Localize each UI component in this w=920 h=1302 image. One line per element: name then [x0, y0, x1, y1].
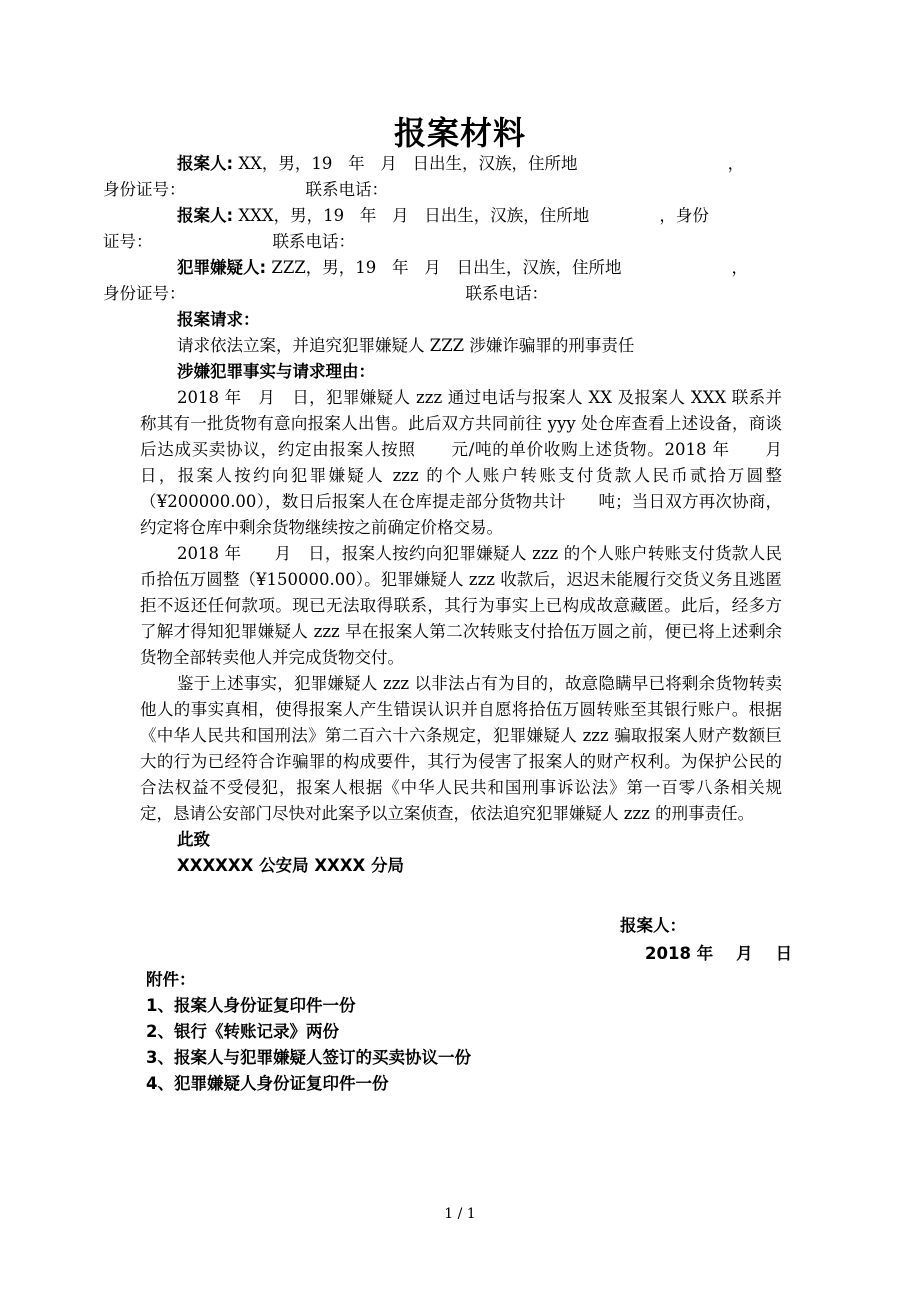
suspect-line1-end: ，: [731, 258, 748, 277]
facts-paragraph-1: 2018 年 月 日，犯罪嫌疑人 zzz 通过电话与报案人 XX 及报案人 XXX 联系并称其有一批货物有意向报案人出售。此后双方共同前往 yyy 处仓库查看上述设备，商谈后达成买卖协议，约定由报案人按照 元/吨的单价收购上述货物。2018 年 月 日，报案人按约向犯罪嫌疑人 zzz 的个人账户转账支付货款人民币贰拾万圆整（¥200000.00），数日后报案人在仓库提走部分货物共计 吨；当日双方再次协商，约定将仓库中剩余货物继续按之前确定价格交易。: [140, 388, 814, 537]
attachment-item: 1、报案人身份证复印件一份: [146, 996, 356, 1015]
attachment-item: 4、犯罪嫌疑人身份证复印件一份: [146, 1074, 389, 1093]
reporter2-label: 报案人:: [177, 206, 234, 225]
reporter1-id-label: 身份证号：: [103, 180, 186, 199]
facts-paragraph-2: 2018 年 月 日，报案人按约向犯罪嫌疑人 zzz 的个人账户转账支付货款人民币拾伍万圆整（¥150000.00）。犯罪嫌疑人 zzz 收款后，迟迟未能履行交货义务且逃匿拒不返还任何款项。现已无法取得联系，其行为事实上已构成故意藏匿。此后，经多方了解才得知犯罪嫌疑人 zzz 早在报案人第二次转账支付拾伍万圆之前，便已将上述剩余货物全部转卖他人并完成货物交付。: [140, 544, 782, 667]
reporter2-phone-label: 联系电话：: [272, 232, 355, 251]
reporter1-line1: XX，男，19 年 月 日出生，汉族，住所地: [238, 154, 578, 173]
recipient-text: XXXXXX 公安局 XXXX 分局: [177, 856, 404, 875]
suspect-paragraph: [103, 255, 782, 307]
reporter2-id-label: 证号：: [103, 232, 153, 251]
facts-paragraph-3: 鉴于上述事实，犯罪嫌疑人 zzz 以非法占有为目的，故意隐瞒早已将剩余货物转卖他人的事实真相，使得报案人产生错误认识并自愿将拾伍万圆转账至其银行账户。根据《中华人民共和国刑法》第二百六十六条规定，犯罪嫌疑人 zzz 骗取报案人财产数额巨大的行为已经符合诈骗罪的构成要件，其行为侵害了报案人的财产权利。为保护公民的合法权益不受侵犯，报案人根据《中华人民共和国刑事诉讼法》第一百零八条相关规定，恳请公安部门尽快对此案予以立案侦查，依法追究犯罪嫌疑人 zzz 的刑事责任。: [140, 674, 782, 823]
document-body: [103, 151, 814, 879]
suspect-line1: ZZZ，男，19 年 月 日出生，汉族，住所地: [271, 258, 622, 277]
reporter1-line1-end: ，: [727, 154, 745, 173]
reporter2-paragraph: [103, 203, 782, 255]
request-text: 请求依法立案，并追究犯罪嫌疑人 ZZZ 涉嫌诈骗罪的刑事责任: [177, 336, 635, 355]
facts-heading: 涉嫌犯罪事实与请求理由：: [177, 362, 375, 381]
reporter1-phone-label: 联系电话：: [305, 180, 388, 199]
signature-label: 报案人：: [620, 916, 686, 935]
suspect-phone-label: 联系电话：: [465, 284, 548, 303]
reporter2-line1-end: ，身份: [659, 206, 709, 225]
suspect-id-label: 身份证号：: [103, 284, 186, 303]
signature-date: 2018 年 月 日: [645, 944, 793, 963]
attachment-item: 3、报案人与犯罪嫌疑人签订的买卖协议一份: [146, 1048, 471, 1067]
attachments-section: [146, 967, 471, 1097]
attachment-item: 2、银行《转账记录》两份: [146, 1022, 339, 1041]
suspect-label: 犯罪嫌疑人:: [177, 258, 267, 277]
reporter2-line1: XXX，男，19 年 月 日出生，汉族，住所地: [238, 206, 590, 225]
reporter1-label: 报案人:: [177, 154, 234, 173]
closing-text: 此致: [177, 830, 210, 849]
reporter1-paragraph: [103, 151, 782, 203]
page-number: 1 / 1: [444, 1206, 476, 1222]
attachments-heading: 附件：: [146, 970, 196, 989]
document-title: 报案材料: [393, 114, 526, 152]
request-heading: 报案请求：: [177, 310, 260, 329]
